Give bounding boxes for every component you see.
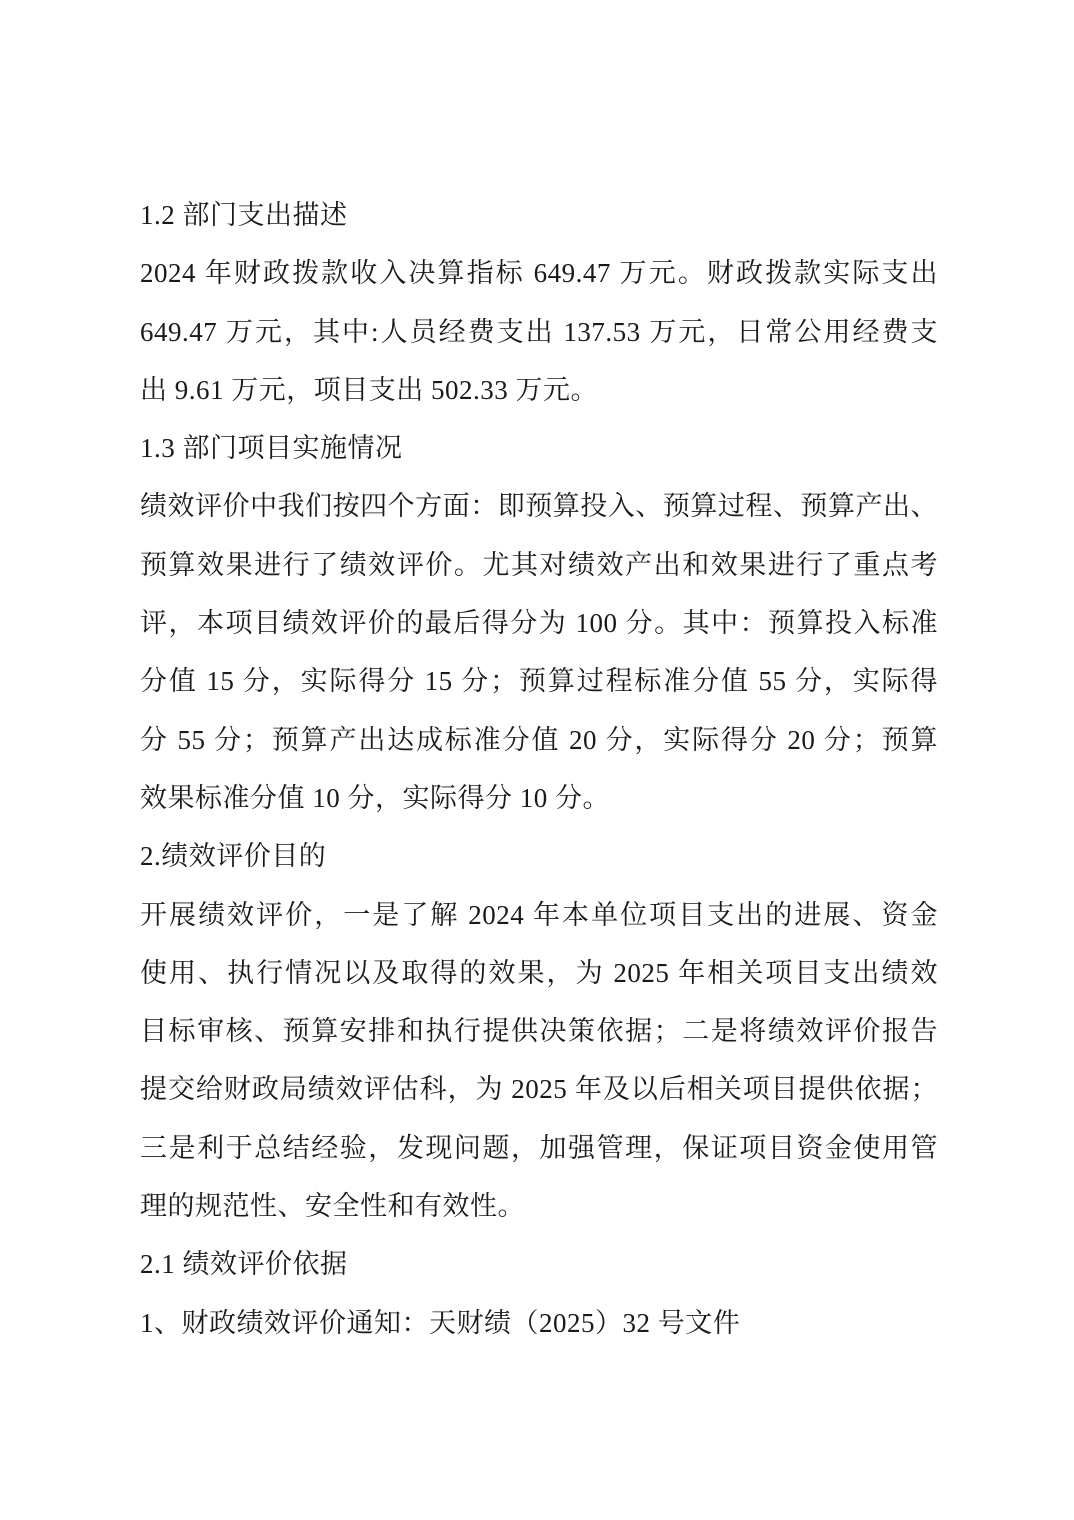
document-body [140,186,938,1352]
section-heading-1-3: 1.3 部门项目实施情况 [140,433,403,464]
paragraph-line: 三是利于总结经验，发现问题，加强管理，保证项目资金使用管 [140,1132,938,1163]
section-heading-2-1: 2.1 绩效评价依据 [140,1249,348,1280]
section-heading-2: 2.绩效评价目的 [140,841,327,872]
paragraph-line: 分值 15 分，实际得分 15 分；预算过程标准分值 55 分，实际得 [140,666,938,697]
paragraph-line: 提交给财政局绩效评估科，为 2025 年及以后相关项目提供依据； [140,1074,938,1105]
paragraph-line: 理的规范性、安全性和有效性。 [140,1191,525,1222]
paragraph-line: 649.47 万元，其中:人员经费支出 137.53 万元，日常公用经费支 [140,316,938,347]
paragraph-line: 出 9.61 万元，项目支出 502.33 万元。 [140,374,598,405]
paragraph-line: 2024 年财政拨款收入决算指标 649.47 万元。财政拨款实际支出 [140,258,938,289]
paragraph-line: 开展绩效评价，一是了解 2024 年本单位项目支出的进展、资金 [140,899,938,930]
section-heading-1-2: 1.2 部门支出描述 [140,200,348,230]
paragraph-line: 评，本项目绩效评价的最后得分为 100 分。其中：预算投入标准 [140,608,938,639]
paragraph-line: 效果标准分值 10 分，实际得分 10 分。 [140,782,610,813]
paragraph-line: 预算效果进行了绩效评价。尤其对绩效产出和效果进行了重点考 [140,549,938,580]
paragraph-line: 目标审核、预算安排和执行提供决策依据；二是将绩效评价报告 [140,1016,938,1047]
paragraph-line: 使用、执行情况以及取得的效果，为 2025 年相关项目支出绩效 [140,957,938,988]
list-item: 1、财政绩效评价通知：天财绩（2025）32 号文件 [140,1307,741,1338]
paragraph-line: 绩效评价中我们按四个方面：即预算投入、预算过程、预算产出、 [140,491,938,522]
paragraph-line: 分 55 分；预算产出达成标准分值 20 分，实际得分 20 分；预算 [140,724,938,755]
